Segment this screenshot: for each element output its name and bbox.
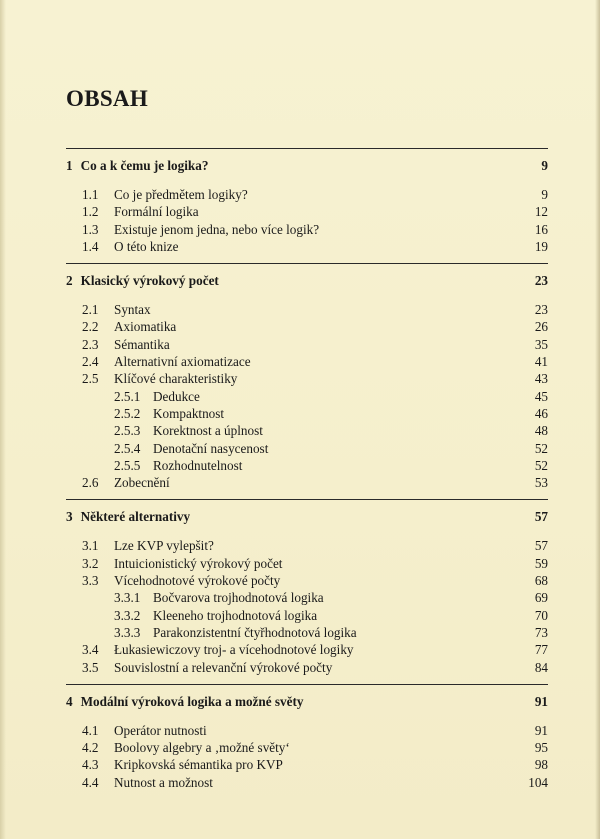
toc-chapter-2[interactable]	[66, 273, 548, 289]
entry-page: 43	[534, 371, 548, 387]
chapter-page: 91	[534, 693, 548, 709]
entry-number: 3.1	[82, 538, 99, 554]
toc-entry[interactable]	[66, 318, 548, 335]
entry-number: 3.5	[82, 659, 99, 675]
toc-entry[interactable]	[66, 388, 548, 405]
entry-page: 48	[534, 423, 548, 439]
toc-entry[interactable]	[66, 641, 548, 658]
chapter-title: Modální výroková logika a možné světy	[80, 693, 304, 709]
entry-title: Vícehodnotové výrokové počty	[114, 573, 281, 589]
entry-number: 3.4	[82, 642, 99, 658]
entry-number: 4.2	[82, 740, 99, 756]
toc-entry[interactable]	[66, 221, 548, 238]
toc-entry[interactable]	[66, 440, 548, 457]
toc-entry[interactable]	[66, 739, 548, 756]
entry-page: 46	[534, 405, 548, 421]
entry-title: Axiomatika	[114, 319, 177, 335]
toc-entry[interactable]	[66, 405, 548, 422]
chapter-divider	[66, 684, 548, 685]
entry-number: 1.3	[82, 221, 99, 237]
entry-title: Intuicionistický výrokový počet	[114, 555, 283, 571]
entry-title: Klíčové charakteristiky	[114, 371, 238, 387]
entry-number: 2.5.3	[114, 423, 141, 439]
entry-page: 91	[534, 722, 548, 738]
entry-number: 2.5	[82, 371, 99, 387]
toc-entry[interactable]	[66, 186, 548, 203]
toc-entry[interactable]	[66, 238, 548, 255]
entry-title: Sémantika	[114, 336, 170, 352]
chapter-divider	[66, 148, 548, 149]
chapter-number: 1	[66, 158, 73, 173]
table-of-contents	[66, 148, 548, 799]
entry-number: 3.3.2	[114, 607, 141, 623]
entry-title: Denotační nasycenost	[153, 440, 269, 456]
toc-entry[interactable]	[66, 457, 548, 474]
toc-entry[interactable]	[66, 572, 548, 589]
entry-page: 16	[534, 221, 548, 237]
toc-entry[interactable]	[66, 589, 548, 606]
toc-entry[interactable]	[66, 474, 548, 491]
toc-entry[interactable]	[66, 774, 548, 791]
entry-number: 4.4	[82, 774, 99, 790]
entry-title: Nutnost a možnost	[114, 774, 213, 790]
chapter-divider	[66, 263, 548, 264]
entry-page: 23	[534, 302, 548, 318]
toc-entry[interactable]	[66, 722, 548, 739]
entry-page: 52	[534, 440, 548, 456]
entry-number: 1.1	[82, 187, 99, 202]
entry-page: 69	[534, 590, 548, 606]
chapter-number: 3	[66, 509, 73, 525]
entry-page: 35	[534, 336, 548, 352]
toc-chapter-3[interactable]	[66, 509, 548, 525]
entry-number: 2.5.2	[114, 405, 141, 421]
toc-chapter-4[interactable]	[66, 694, 548, 710]
toc-entry[interactable]	[66, 422, 548, 439]
entry-title: Co je předmětem logiky?	[114, 187, 248, 202]
toc-entry[interactable]	[66, 301, 548, 318]
entry-title: Operátor nutnosti	[114, 722, 207, 738]
entry-page: 12	[534, 204, 548, 220]
chapter-number: 2	[66, 273, 73, 289]
toc-entry[interactable]	[66, 336, 548, 353]
toc-entry[interactable]	[66, 555, 548, 572]
entry-title: Bočvarova trojhodnotová logika	[153, 590, 324, 606]
entry-title: Formální logika	[114, 204, 199, 220]
entry-title: O této knize	[114, 238, 179, 254]
entry-page: 52	[534, 457, 548, 473]
toc-entry[interactable]	[66, 370, 548, 387]
toc-entry[interactable]	[66, 624, 548, 641]
toc-entry[interactable]	[66, 607, 548, 624]
entry-title: Dedukce	[153, 388, 200, 404]
entry-title: Syntax	[114, 302, 151, 318]
page-title: OBSAH	[66, 86, 149, 111]
entry-page: 26	[534, 319, 548, 335]
entry-title: Kripkovská sémantika pro KVP	[114, 757, 283, 773]
chapter-title: Některé alternativy	[80, 509, 191, 525]
chapter-page: 9	[541, 158, 548, 173]
chapter-divider	[66, 499, 548, 500]
entry-number: 2.5.4	[114, 440, 141, 456]
entry-number: 2.1	[82, 302, 99, 318]
entry-number: 2.5.5	[114, 457, 141, 473]
entry-title: Boolovy algebry a ‚možné světy‘	[114, 740, 290, 756]
entry-title: Lze KVP vylepšit?	[114, 538, 214, 554]
entry-page: 19	[534, 238, 548, 254]
entry-page: 45	[534, 388, 548, 404]
entry-page: 59	[534, 555, 548, 571]
entry-number: 2.4	[82, 354, 99, 370]
toc-entry[interactable]	[66, 353, 548, 370]
entry-page: 77	[534, 642, 548, 658]
entry-title: Alternativní axiomatizace	[114, 354, 251, 370]
entry-number: 3.3.1	[114, 590, 141, 606]
entry-number: 2.6	[82, 475, 99, 491]
chapter-title: Klasický výrokový počet	[80, 273, 219, 289]
entry-number: 3.3	[82, 573, 99, 589]
entry-title: Kompaktnost	[153, 405, 225, 421]
section-spacer	[66, 255, 548, 263]
chapter-title: Co a k čemu je logika?	[80, 158, 209, 173]
toc-chapter-1[interactable]	[66, 158, 548, 174]
entry-page: 104	[528, 774, 548, 790]
entry-number: 4.3	[82, 757, 99, 773]
toc-entry[interactable]	[66, 203, 548, 220]
entry-title: Zobecnění	[114, 475, 170, 491]
entry-page: 9	[541, 187, 548, 202]
entry-number: 2.2	[82, 319, 99, 335]
entry-number: 2.3	[82, 336, 99, 352]
entry-page: 41	[534, 354, 548, 370]
section-spacer	[66, 676, 548, 684]
chapter-page: 23	[534, 273, 548, 289]
entry-number: 3.3.3	[114, 624, 141, 640]
entry-page: 70	[534, 607, 548, 623]
entry-title: Rozhodnutelnost	[153, 457, 243, 473]
entry-number: 3.2	[82, 555, 99, 571]
entry-title: Łukasiewiczovy troj- a vícehodnotové logiky	[114, 642, 354, 658]
entry-title: Souvislostní a relevanční výrokové počty	[114, 659, 333, 675]
entry-title: Existuje jenom jedna, nebo více logik?	[114, 221, 320, 237]
entry-page: 84	[534, 659, 548, 675]
entry-number: 1.2	[82, 204, 99, 220]
entry-page: 98	[534, 757, 548, 773]
toc-entry[interactable]	[66, 659, 548, 676]
entry-page: 95	[534, 740, 548, 756]
entry-title: Parakonzistentní čtyřhodnotová logika	[153, 624, 357, 640]
entry-title: Korektnost a úplnost	[153, 423, 263, 439]
entry-title: Kleeneho trojhodnotová logika	[153, 607, 318, 623]
chapter-number: 4	[66, 693, 73, 709]
entry-page: 68	[534, 573, 548, 589]
toc-entry[interactable]	[66, 756, 548, 773]
entry-page: 57	[534, 538, 548, 554]
entry-number: 4.1	[82, 722, 99, 738]
entry-number: 1.4	[82, 238, 99, 254]
toc-entry[interactable]	[66, 537, 548, 554]
section-spacer	[66, 491, 548, 499]
entry-page: 53	[534, 475, 548, 491]
chapter-page: 57	[534, 509, 548, 525]
entry-page: 73	[534, 624, 548, 640]
entry-number: 2.5.1	[114, 388, 141, 404]
section-spacer	[66, 791, 548, 799]
